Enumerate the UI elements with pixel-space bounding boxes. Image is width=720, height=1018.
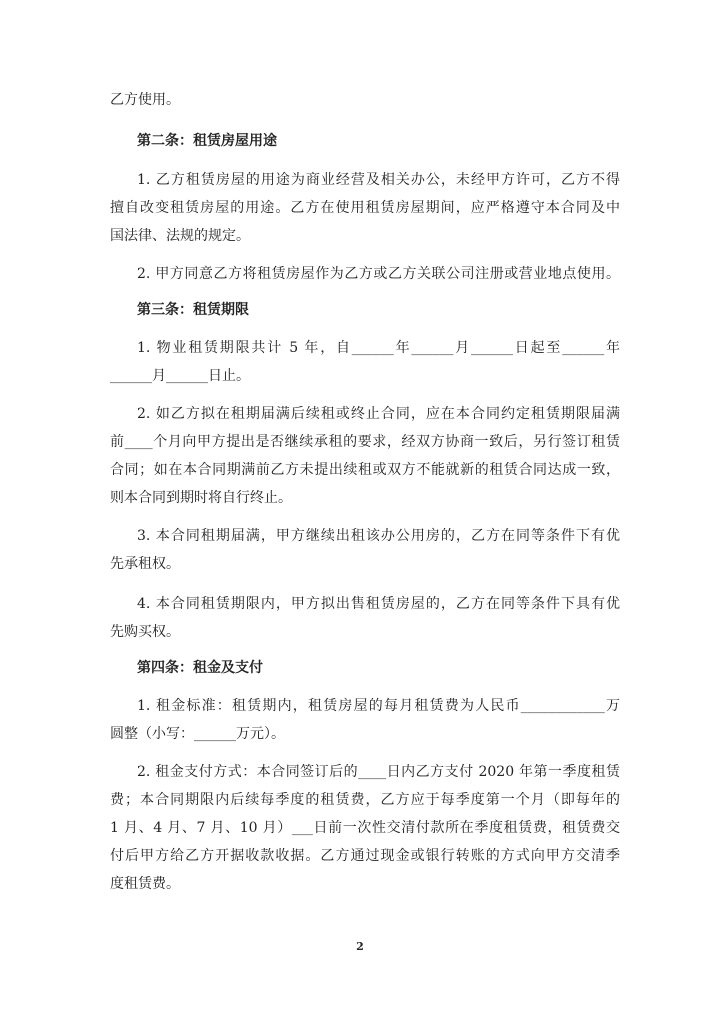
paragraph-line: ______月______日止。 [110,368,250,384]
paragraph-line: 1. 乙方租赁房屋的用途为商业经营及相关办公，未经甲方许可，乙方不得 [137,172,620,188]
paragraph-line: 擅自改变租赁房屋的用途。乙方在使用租赁房屋期间，应严格遵守本合同及中 [110,200,620,216]
paragraph-line: 先承租权。 [110,556,180,572]
paragraph-line: 前____个月向甲方提出是否继续承租的要求，经双方协商一致后，另行签订租赁 [110,434,620,450]
paragraph-line: 先购买权。 [110,624,180,640]
section-heading: 第三条：租赁期限 [137,302,249,318]
paragraph-line: 2. 甲方同意乙方将租赁房屋作为乙方或乙方关联公司注册或营业地点使用。 [137,266,620,282]
paragraph-line: 则本合同到期时将自行终止。 [110,490,292,506]
paragraph-line: 付后甲方给乙方开据收款收据。乙方通过现金或银行转账的方式向甲方交清季 [110,848,620,864]
section-heading: 第四条：租金及支付 [137,660,263,676]
paragraph-line: 4. 本合同租赁期限内，甲方拟出售租赁房屋的，乙方在同等条件下具有优 [137,596,620,612]
paragraph-line: 3. 本合同租期届满，甲方继续出租该办公用房的，乙方在同等条件下有优 [137,528,620,544]
paragraph-line: 度租赁费。 [110,876,180,892]
paragraph-line: 乙方使用。 [110,92,180,108]
paragraph-line: 2. 如乙方拟在租期届满后续租或终止合同，应在本合同约定租赁期限届满 [137,406,620,422]
paragraph-line: 圆整（小写：______万元）。 [110,726,285,742]
paragraph-line: 1 月、4 月、7 月、10 月）___日前一次性交清付款所在季度租赁费，租赁费交 [110,820,620,836]
paragraph-line: 1. 租金标准：租赁期内，租赁房屋的每月租赁费为人民币____________万 [137,698,620,714]
section-heading: 第二条：租赁房屋用途 [137,133,277,149]
paragraph-line: 2. 租金支付方式：本合同签订后的____日内乙方支付 2020 年第一季度租赁 [137,764,620,780]
paragraph-line: 费；本合同期限内后续每季度的租赁费，乙方应于每季度第一个月（即每年的 [110,792,620,808]
page-number: 2 [356,940,364,953]
paragraph-line: 合同；如在本合同期满前乙方未提出续租或双方不能就新的租赁合同达成一致， [110,462,620,478]
paragraph-line: 国法律、法规的规定。 [110,228,250,244]
paragraph-line: 1. 物业租赁期限共计 5 年，自______年______月______日起至______年 [137,340,620,356]
